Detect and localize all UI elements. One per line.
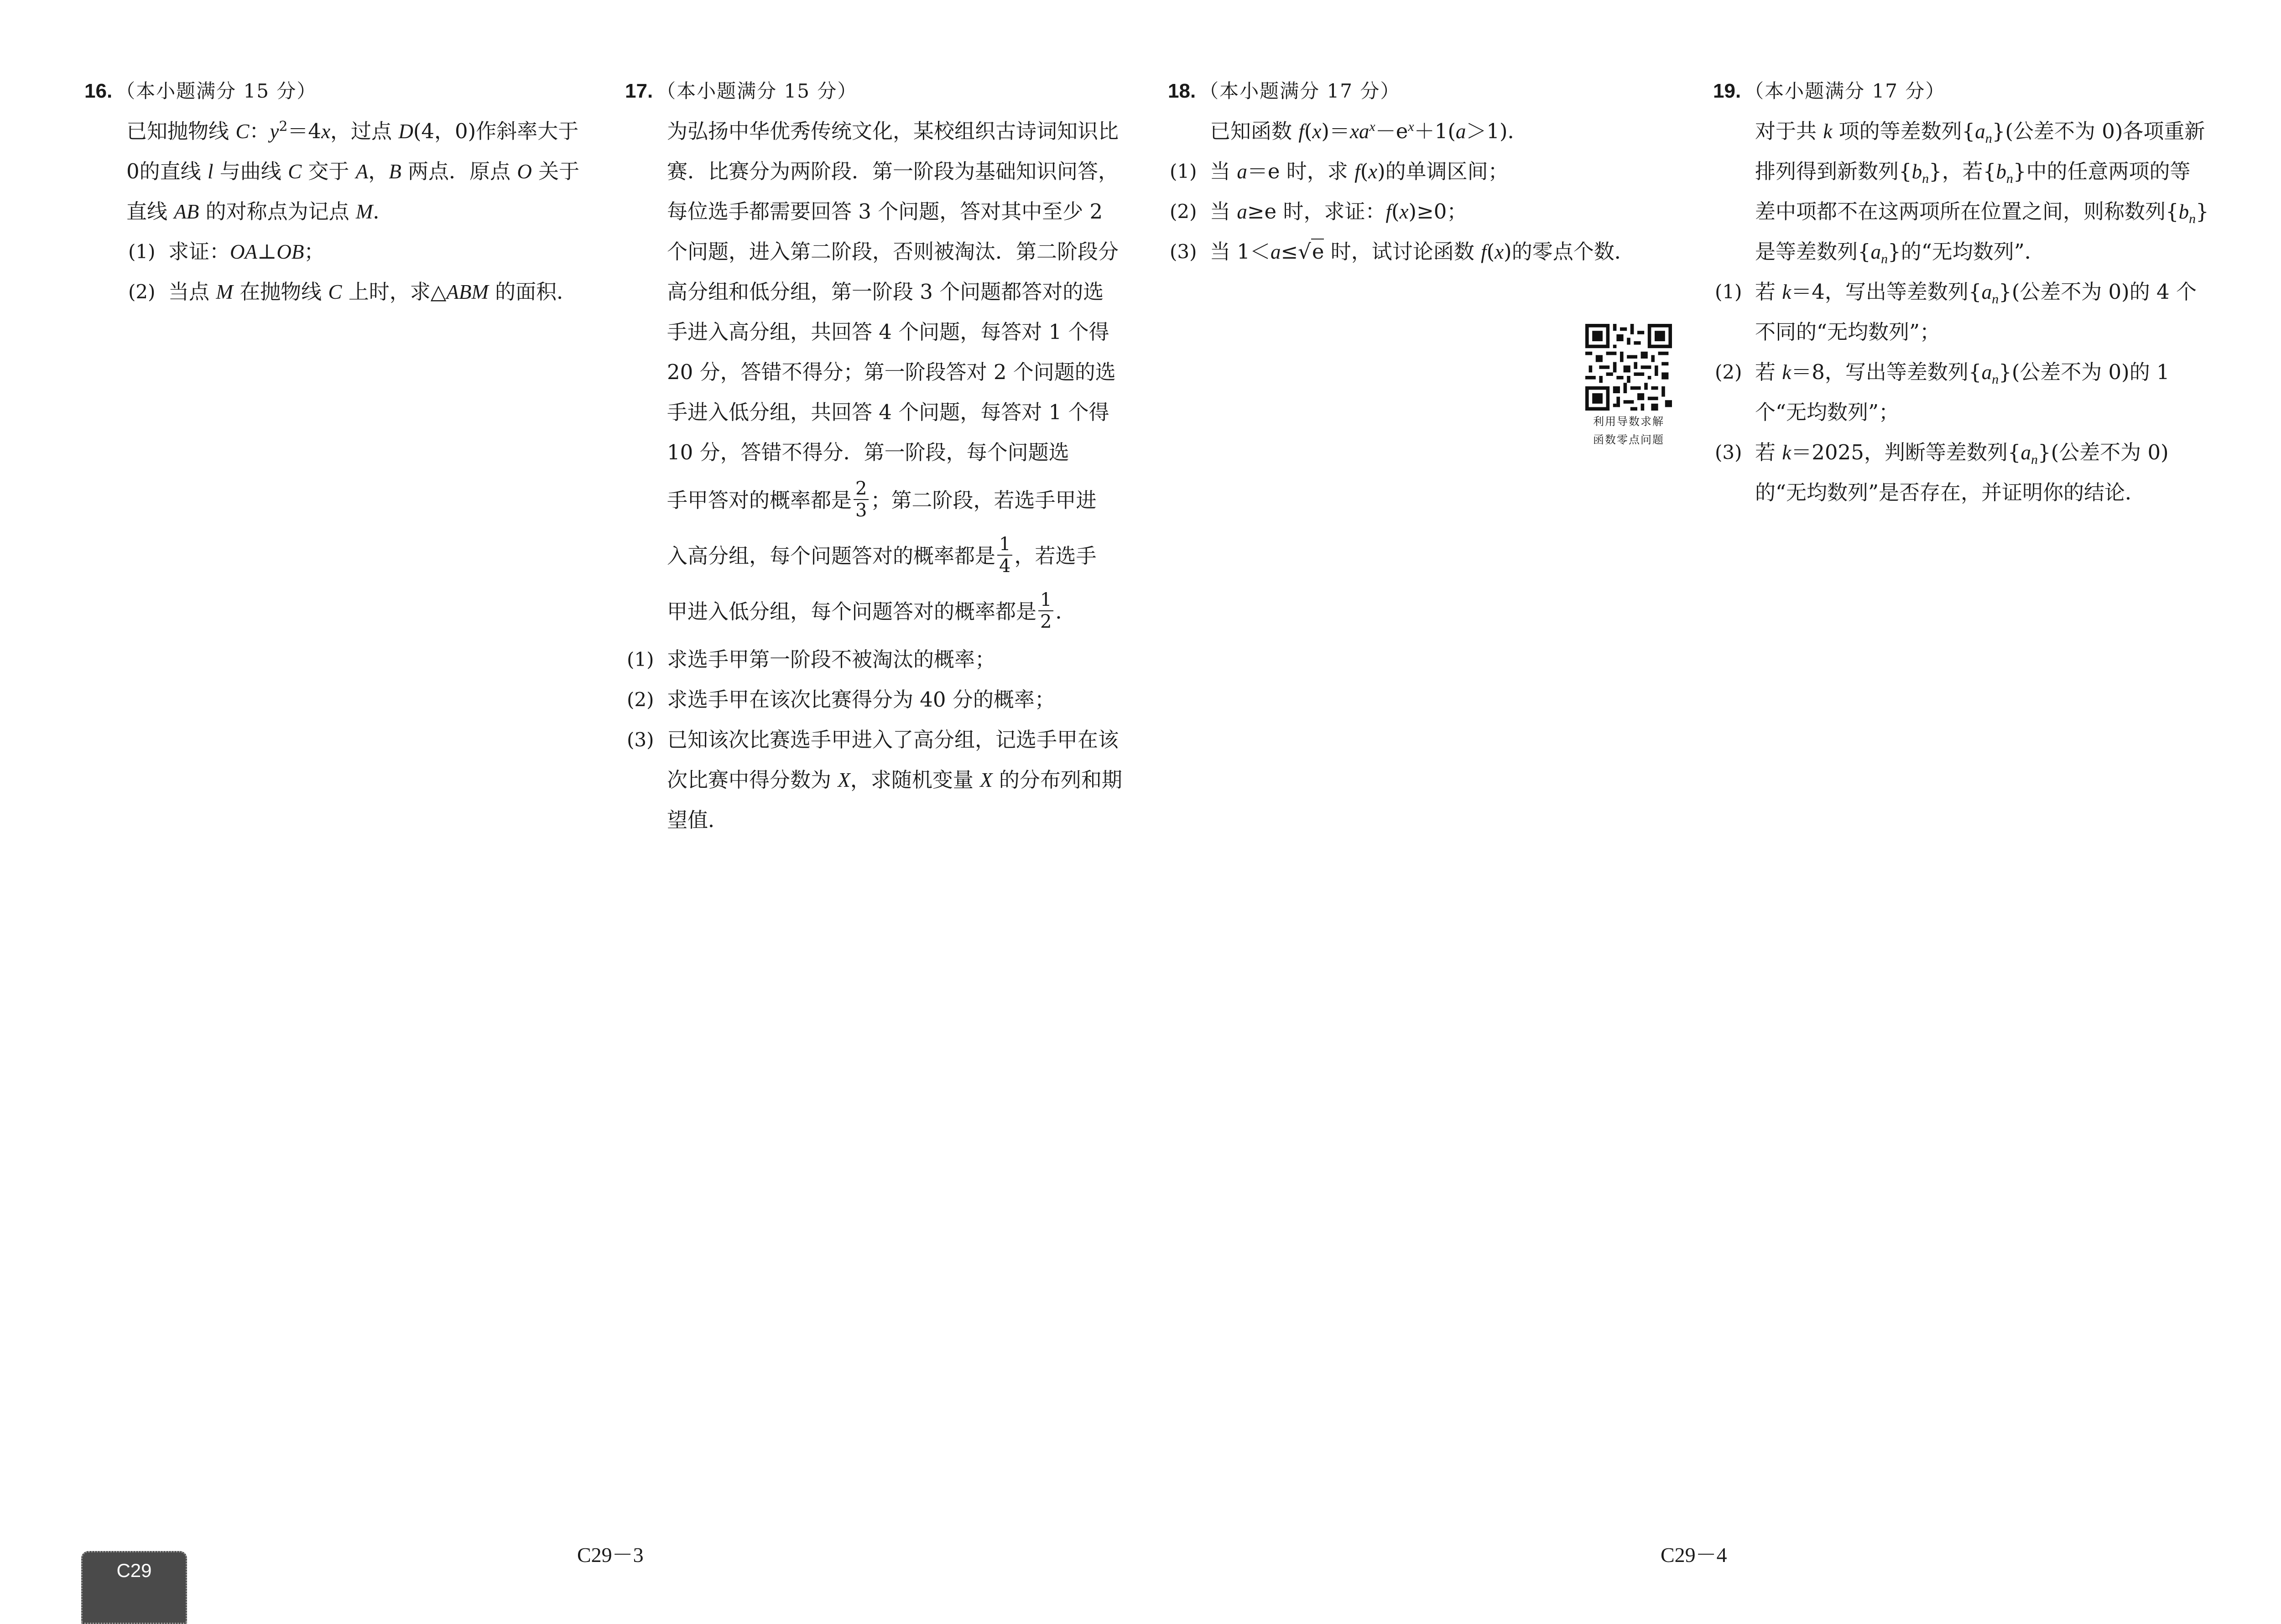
question-18: [1168, 71, 1665, 272]
question-points: （本小题满分 15 分）: [116, 80, 317, 102]
fraction-one-half: $\frac{1}{2}$: [1038, 591, 1053, 631]
question-18-header: [1168, 71, 1665, 111]
question-16-header: [84, 71, 582, 111]
fraction-two-thirds: $\frac{2}{3}$: [854, 479, 869, 520]
question-17-part-1: (1) 求选手甲第一阶段不被淘汰的概率；: [627, 647, 996, 671]
question-16-part-2: (2) 当点 M 在抛物线 C 上时，求△ABM 的面积．: [128, 280, 578, 304]
page-number-right: C29－4: [1661, 1543, 1727, 1567]
section-tab: C29: [81, 1551, 187, 1624]
question-points: （本小题满分 17 分）: [1199, 80, 1401, 102]
question-19-part-1: (1) 若 k＝4，写出等差数列$\{a_n\}$(公差不为 0)的 4 个不同的“无均数列”；: [1715, 280, 2197, 344]
question-16-intro: 已知抛物线 C：$y^2=4x$，过点 D(4，0)作斜率大于0的直线 l 与曲线 C 交于 A，B 两点．原点 O 关于直线 AB 的对称点为记点 M．: [126, 119, 580, 224]
fraction-one-quarter: $\frac{1}{4}$: [997, 535, 1012, 575]
qr-code-icon[interactable]: [1585, 324, 1672, 411]
question-17-header: [625, 71, 1122, 111]
question-19: [1713, 71, 2210, 513]
question-number: 16.: [84, 80, 113, 102]
question-19-intro: 对于共 k 项的等差数列$\{a_n\}$(公差不为 0)各项重新排列得到新数列$\{b_n\}$，若$\{b_n\}$中的任意两项的等差中项都不在这两项所在位置之间，则称数列$\{b_n\}$是等差数列$\{a_n\}$的“无均数列”．: [1755, 119, 2209, 266]
question-18-part-2: (2) 当 a≥e 时，求证：f(x)≥0；: [1170, 199, 1468, 224]
qr-caption-line-2: 函数零点问题: [1593, 433, 1664, 446]
question-number: 18.: [1168, 80, 1196, 102]
question-18-part-3: (3) 当 1＜a≤√e 时，试讨论函数 f(x)的零点个数．: [1170, 239, 1635, 264]
question-17-line-prob-1: 手甲答对的概率都是 $\frac{2}{3}$ ；第二阶段，若选手甲进: [667, 478, 1097, 521]
question-number: 17.: [625, 80, 653, 102]
question-18-body: [1168, 111, 1665, 272]
question-points: （本小题满分 15 分）: [656, 80, 858, 102]
question-17-part-3: (3) 已知该次比赛选手甲进入了高分组，记选手甲在该次比赛中得分数为 X，求随机变量 X 的分布列和期望值．: [627, 728, 1122, 832]
qr-caption-line-1: 利用导数求解: [1593, 415, 1664, 428]
question-19-body: [1713, 111, 2210, 513]
qr-code-block[interactable]: [1569, 324, 1688, 447]
question-16-body: [84, 111, 582, 312]
question-17-line-prob-3: 甲进入低分组，每个问题答对的概率都是 $\frac{1}{2}$ ．: [667, 589, 1076, 632]
question-17: [625, 71, 1122, 840]
question-18-intro: 已知函数 $f(x)=xa^x-e^x+1(a>1)$．: [1210, 119, 1528, 143]
question-17-part-2: (2) 求选手甲在该次比赛得分为 40 分的概率；: [627, 687, 1055, 712]
question-17-intro: 为弘扬中华优秀传统文化，某校组织古诗词知识比赛．比赛分为两阶段．第一阶段为基础知识问答，每位选手都需要回答 3 个问题，答对其中至少 2 个问题，进入第二阶段，否则被淘汰．第二阶段分高分组和低分组，第一阶段 3 个问题都答对的选手进入高分组，共回答 4 个问题，每答对 1 个得 20 分，答错不得分；第一阶段答对 2 个问题的选手进入低分组，共回答 4 个问题，每答对 1 个得 10 分，答错不得分．第一阶段，每个问题选: [667, 119, 1119, 464]
question-19-part-3: (3) 若 k＝2025，判断等差数列$\{a_n\}$(公差不为 0)的“无均数列”是否存在，并证明你的结论．: [1715, 440, 2169, 505]
question-16: [84, 71, 582, 312]
question-17-line-prob-2: 入高分组，每个问题答对的概率都是 $\frac{1}{4}$ ，若选手: [667, 533, 1097, 577]
question-16-part-1: (1) 求证：OA⊥OB；: [128, 239, 325, 264]
question-18-part-1: (1) 当 a＝e 时，求 f(x)的单调区间；: [1170, 159, 1509, 183]
question-17-body: [625, 111, 1122, 840]
question-number: 19.: [1713, 80, 1741, 102]
question-19-part-2: (2) 若 k＝8，写出等差数列$\{a_n\}$(公差不为 0)的 1 个“无均数列”；: [1715, 360, 2170, 424]
question-19-header: [1713, 71, 2210, 111]
page-number-left: C29－3: [577, 1543, 644, 1567]
question-points: （本小题满分 17 分）: [1745, 80, 1946, 102]
